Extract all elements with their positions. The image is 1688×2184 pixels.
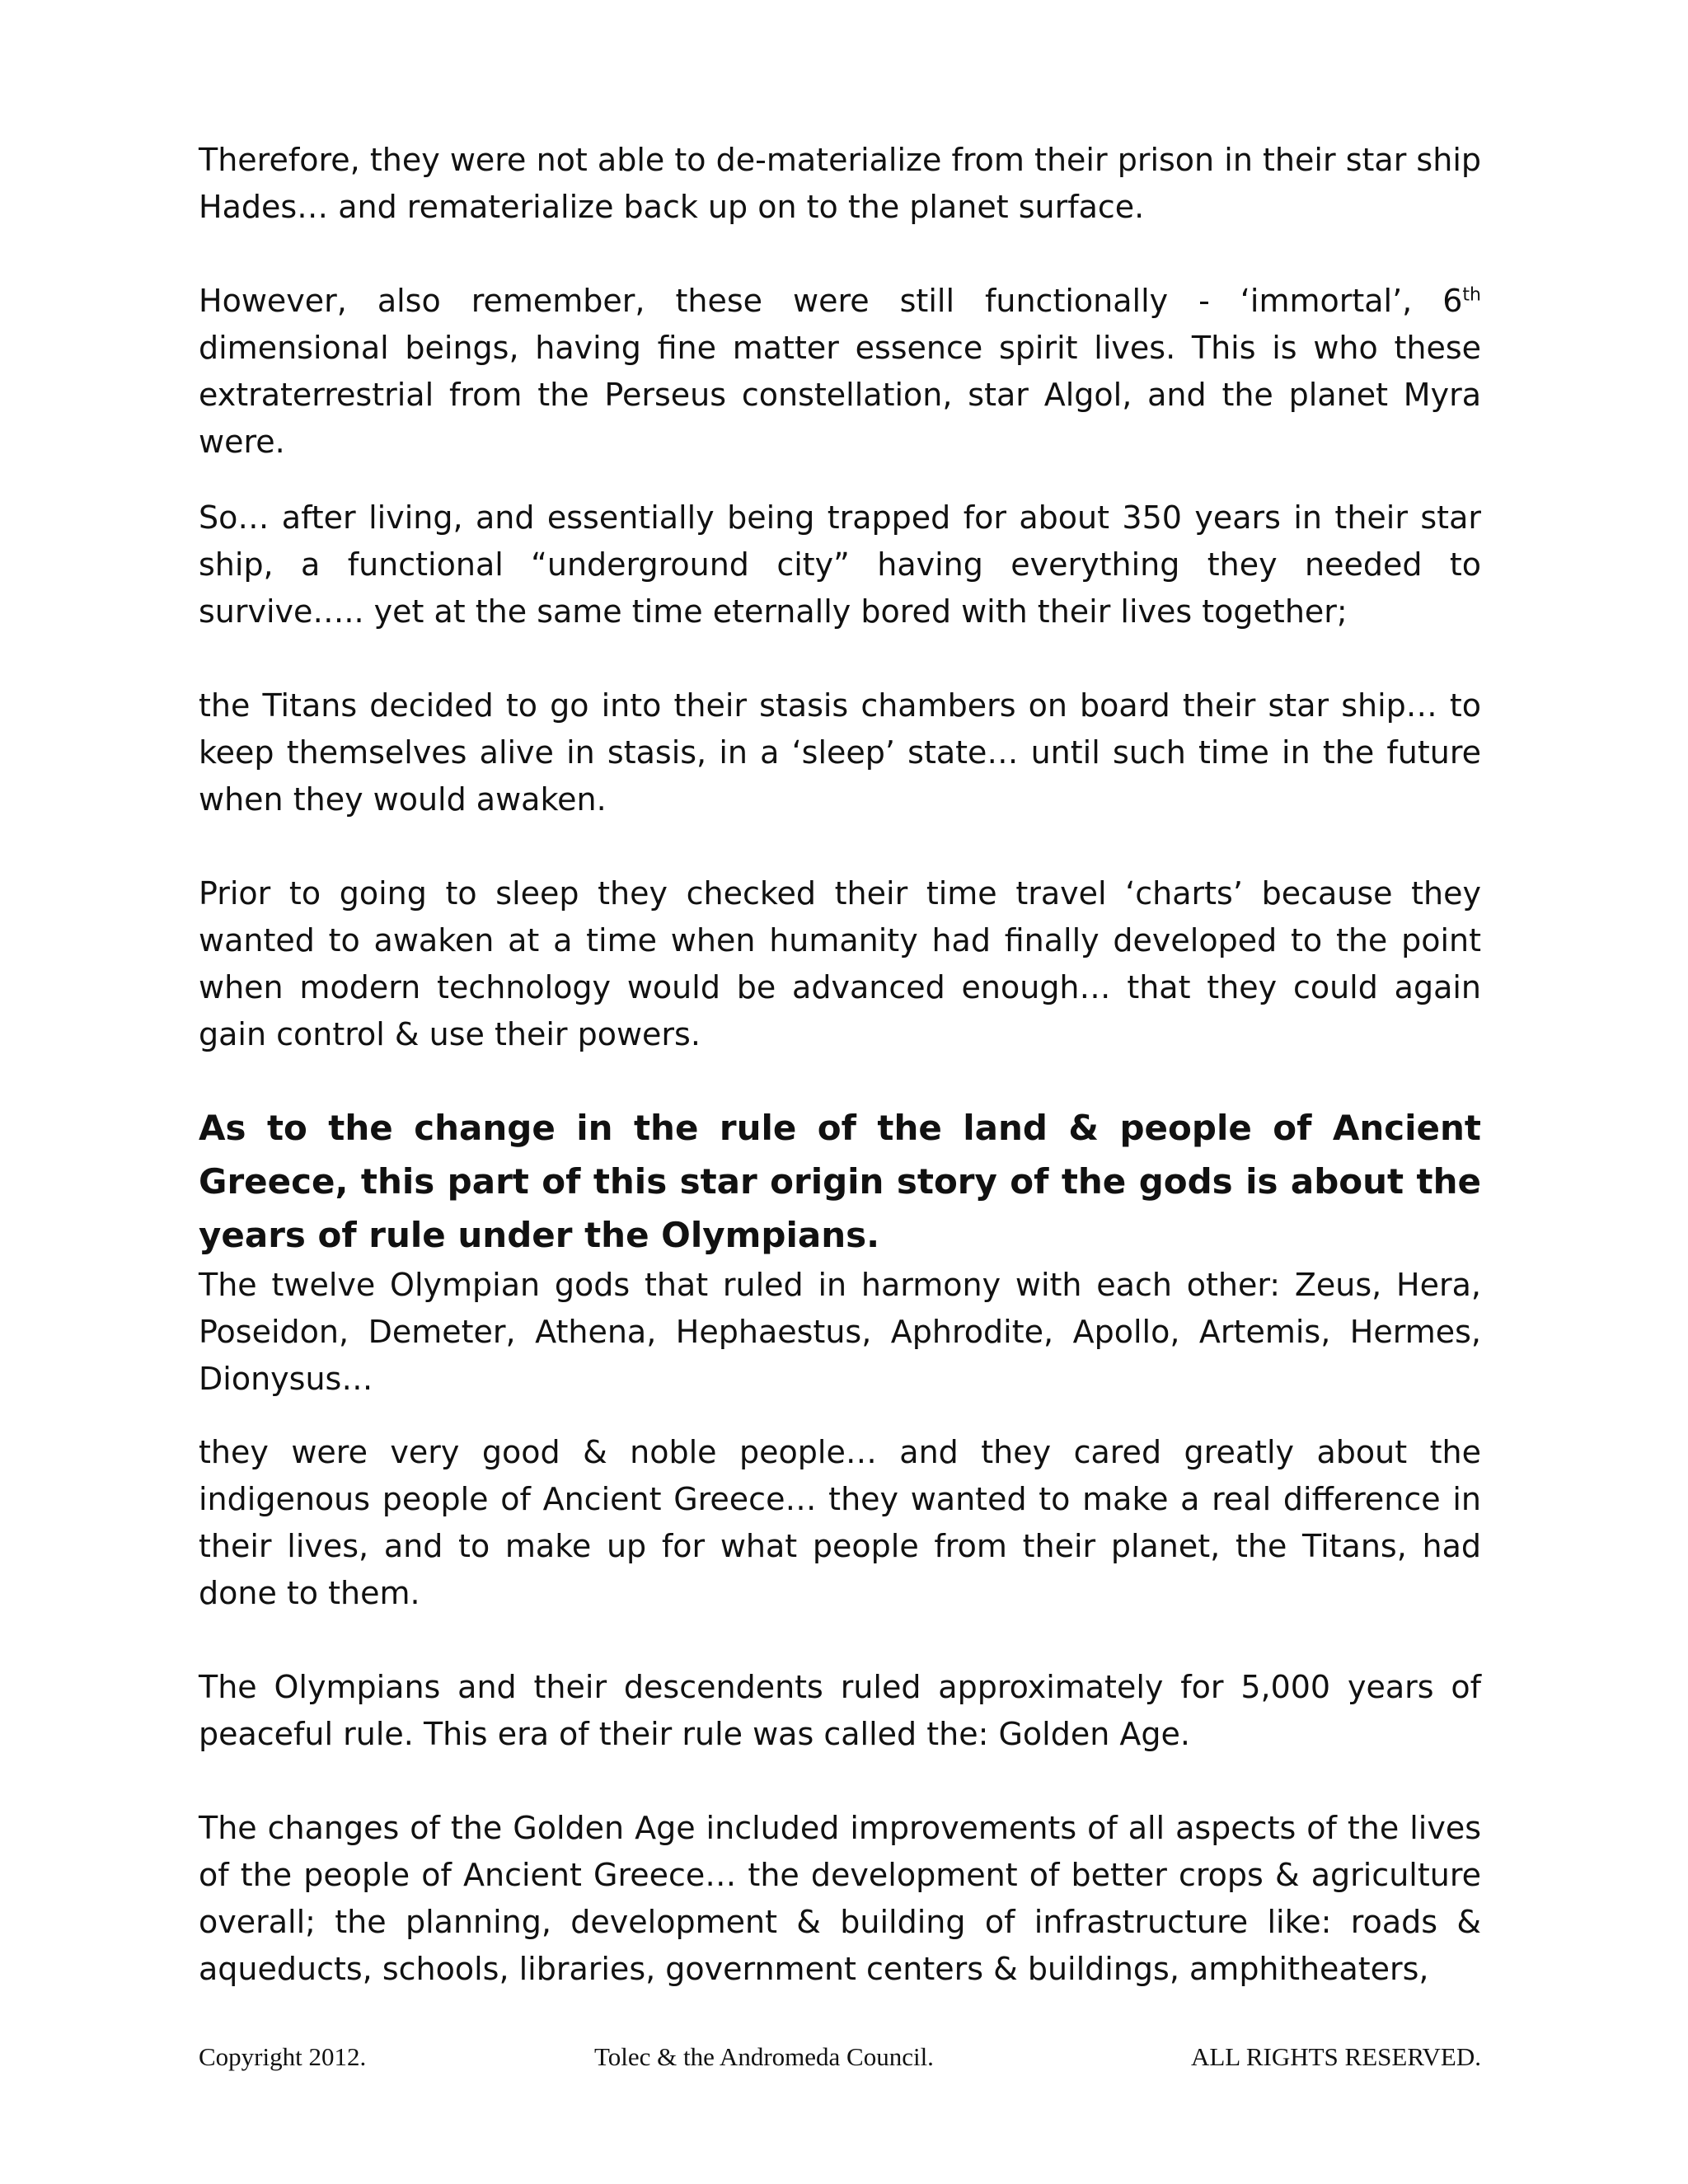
paragraph-2-text-b: dimensional beings, having fine matter essence spirit lives. This is who these extraterrestrial from the Perseus constellation, star Algol, and the planet Myra were. [199,330,1481,460]
footer-copyright: Copyright 2012. [199,2042,367,2071]
paragraph-8: The Olympians and their descendents ruled approximately for 5,000 years of peaceful rule. This era of their rule was called the: Golden Age. [199,1669,1481,1752]
paragraph-2 [199,278,1481,466]
paragraph-1: Therefore, they were not able to de-materialize from their prison in their star ship Hades… and rematerialize back up on to the planet surface. [199,142,1481,225]
page-footer [199,2041,1481,2074]
paragraph-2-text-a: However, also remember, these were still functionally - ‘immortal’, 6 [199,283,1463,319]
document-body [199,137,1481,1993]
paragraph-3: So… after living, and essentially being trapped for about 350 years in their star ship, a functional “underground city” having everything they needed to survive….. yet at the same time eternally bored with their lives together; [199,499,1481,630]
section-heading: As to the change in the rule of the land & people of Ancient Greece, this part of this star origin story of the gods is about the years of rule under the Olympians. [199,1108,1481,1255]
paragraph-7: they were very good & noble people… and they cared greatly about the indigenous people of Ancient Greece… they wanted to make a real difference in their lives, and to make up for what people from their planet, the Titans, had done to them. [199,1434,1481,1611]
paragraph-4: the Titans decided to go into their stasis chambers on board their star ship… to keep themselves alive in stasis, in a ‘sleep’ state… until such time in the future when they would awaken. [199,687,1481,818]
footer-rights: ALL RIGHTS RESERVED. [1190,2042,1481,2071]
paragraph-9: The changes of the Golden Age included improvements of all aspects of the lives of the people of Ancient Greece… the development of better crops & agriculture overall; the planning, development & building of infrastructure like: roads & aqueducts, schools, libraries, government centers & buildings, amphitheaters, [199,1810,1481,1987]
paragraph-5: Prior to going to sleep they checked their time travel ‘charts’ because they wanted to awaken at a time when humanity had finally developed to the point when modern technology would be advanced enough… that they could again gain control & use their powers. [199,875,1481,1052]
footer-author: Tolec & the Andromeda Council. [594,2042,934,2071]
ordinal-suffix: th [1462,284,1481,306]
paragraph-6: The twelve Olympian gods that ruled in harmony with each other: Zeus, Hera, Poseidon, Demeter, Athena, Hephaestus, Aphrodite, Apollo, Artemis, Hermes, Dionysus… [199,1267,1481,1397]
